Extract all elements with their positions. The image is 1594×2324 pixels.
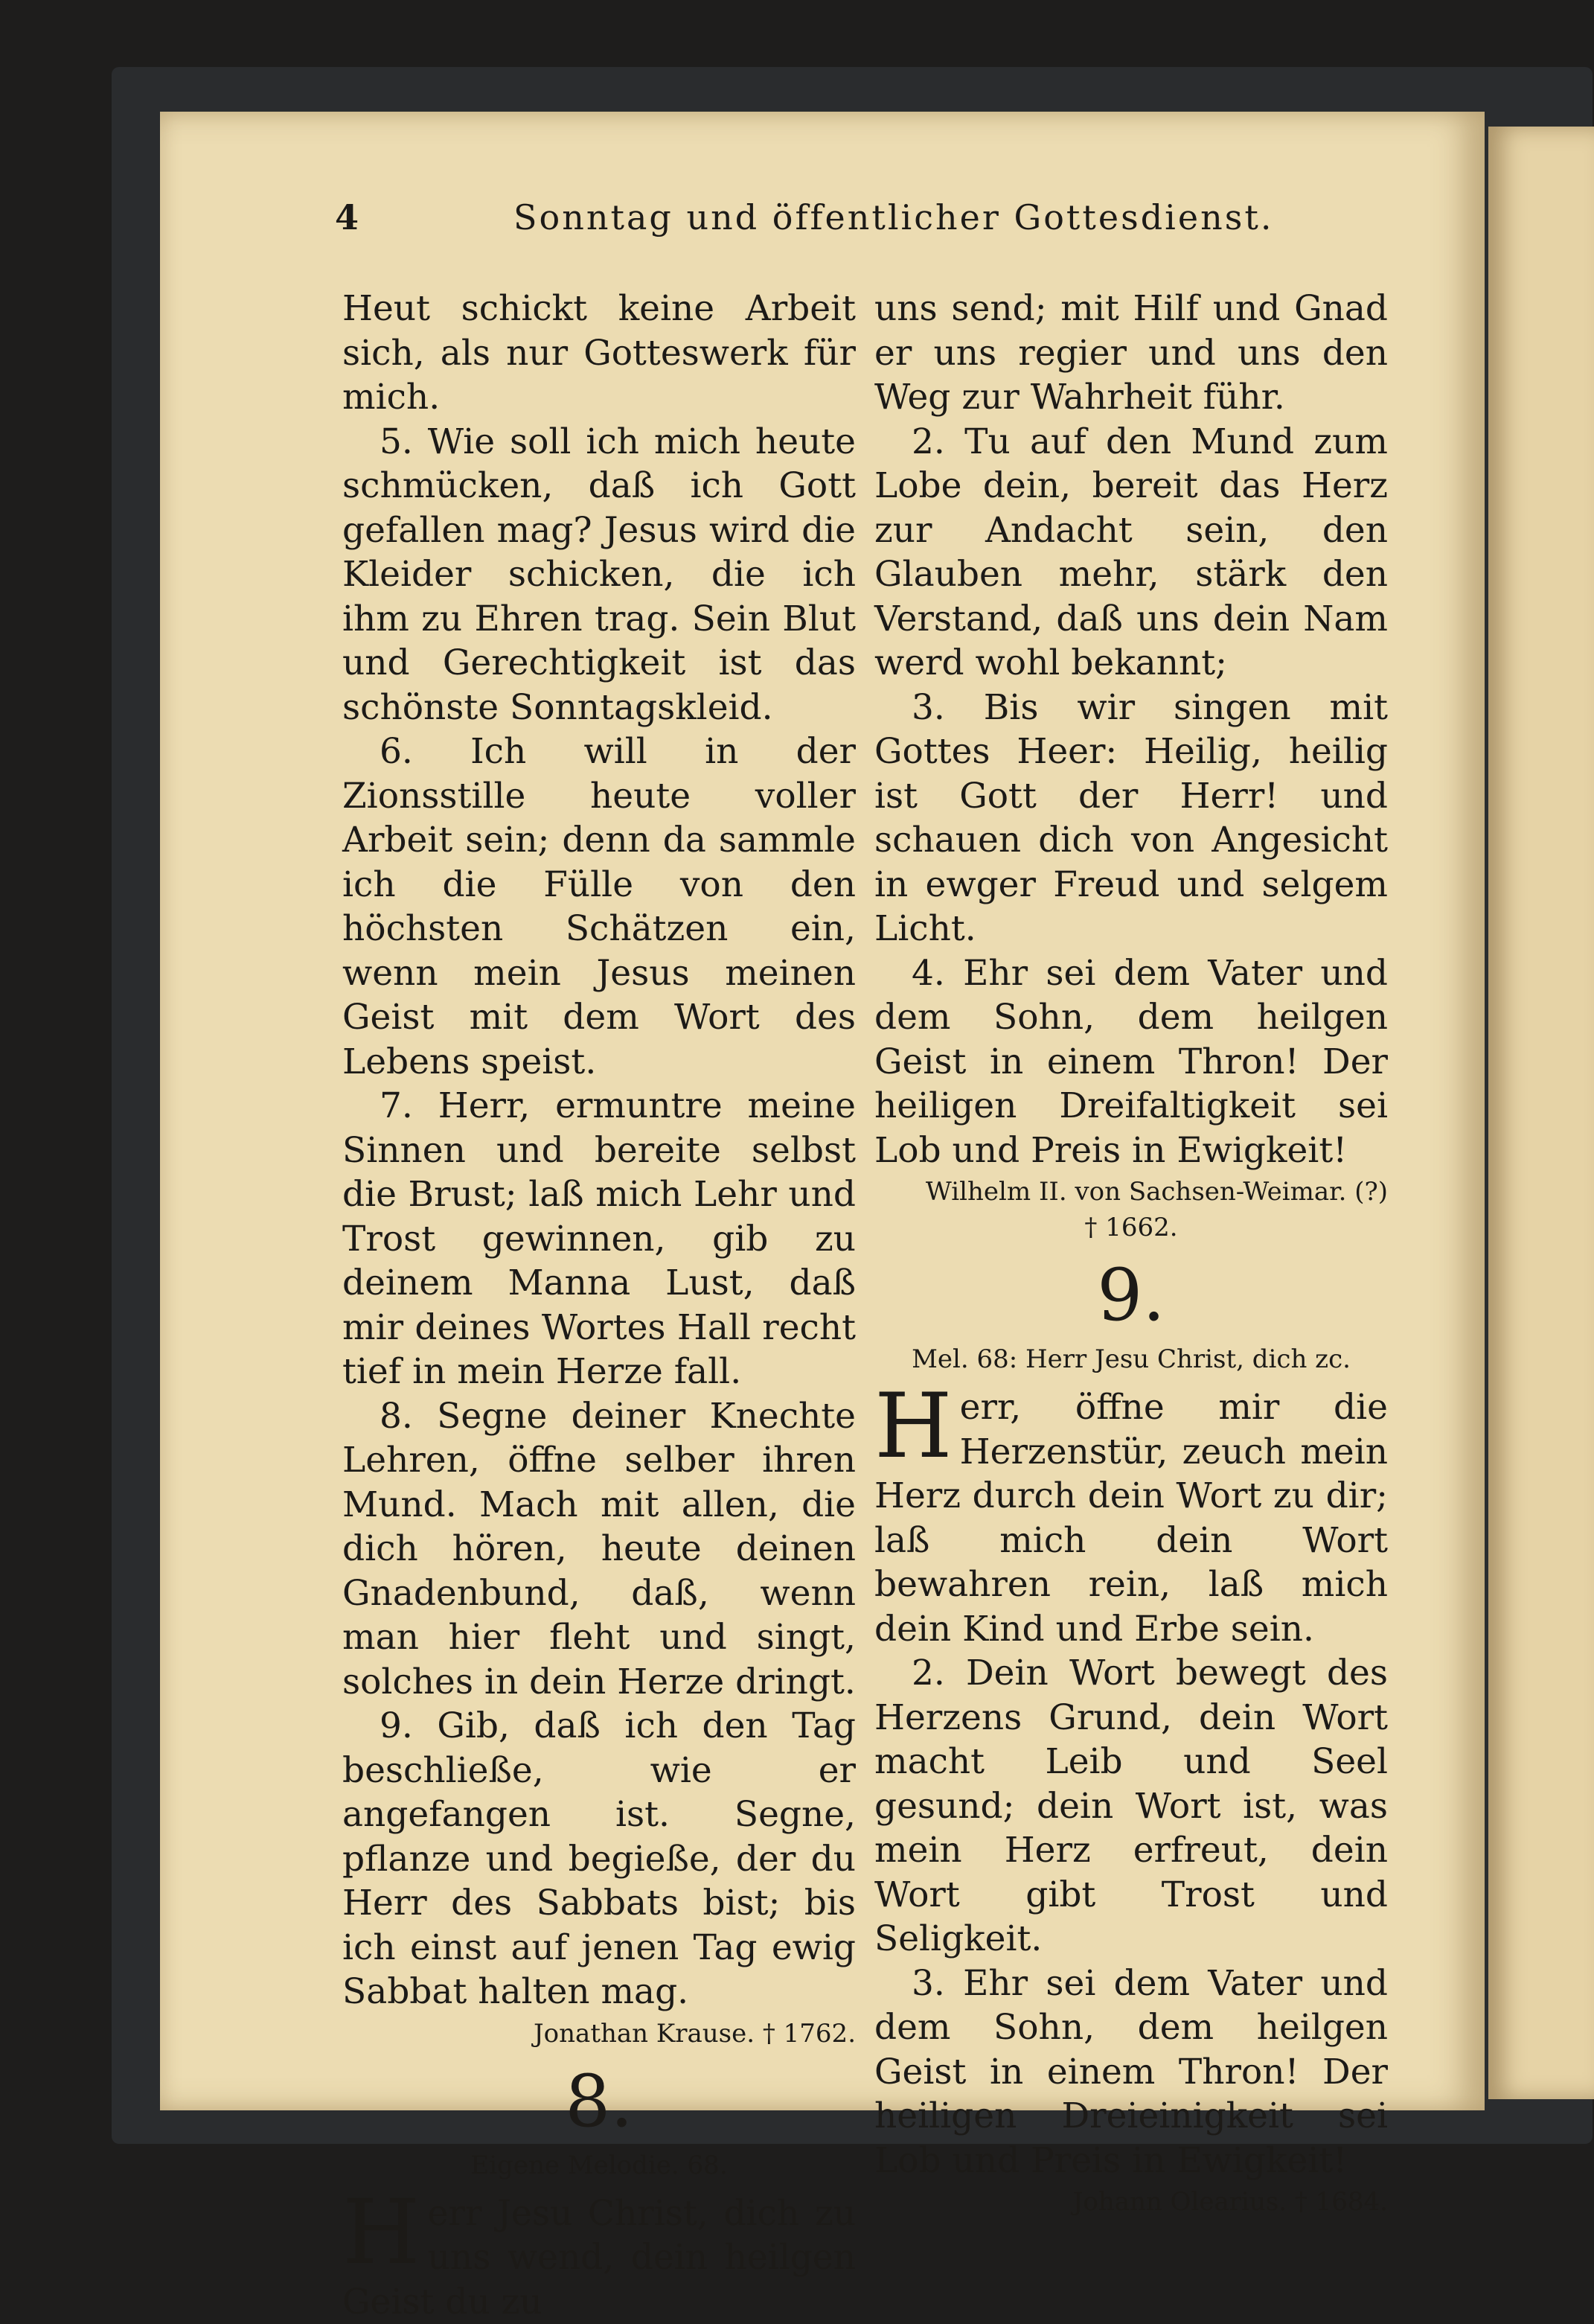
hymn-9-verse-3: 3. Ehr sei dem Vater und dem Sohn, dem heilgen Geist in einem Thron! Der heiligen Dreieinigkeit sei Lob und Preis in Ewigkeit! [874, 1961, 1388, 2183]
hymn-9-author: Johann Olearius. † 1684. [874, 2186, 1388, 2218]
hymn-9-verse-1-text: err, öffne mir die Herzenstür, zeuch mein Herz durch dein Wort zu dir; laß mich dein Wort bewahren rein, laß mich dein Kind und Erbe sein. [874, 1387, 1388, 1650]
hymn-number-9: 9. [874, 1254, 1388, 1336]
verse-5: 5. Wie soll ich mich heute schmücken, daß ich Gott gefallen mag? Jesus wird die Kleider schicken, die ich ihm zu Ehren trag. Sein Blut und Gerechtigkeit ist das schönste Sonntagskleid. [342, 420, 856, 730]
hymn-number-8: 8. [342, 2060, 856, 2142]
left-column [342, 287, 856, 2324]
hymn-9-melody: Mel. 68: Herr Jesu Christ, dich zc. [874, 1341, 1388, 1378]
hymn-8-dropcap: H [342, 2196, 420, 2270]
verse-intro-lines: Heut schickt keine Arbeit sich, als nur Gotteswerk für mich. [342, 287, 856, 420]
verse-9: 9. Gib, daß ich den Tag beschließe, wie er angefangen ist. Segne, pflanze und begieße, der du Herr des Sabbats bist; bis ich einst auf jenen Tag ewig Sabbat halten mag. [342, 1704, 856, 2014]
hymn-8-start-text: err Jesu Christ, dich zu uns wend, dein heilgen Geist du zu [342, 2193, 856, 2323]
hymn-8-author: Wilhelm II. von Sachsen-Weimar. (?) [874, 1175, 1388, 1208]
verse-7: 7. Herr, ermuntre meine Sinnen und bereite selbst die Brust; laß mich Lehr und Trost gewinnen, gib zu deinem Manna Lust, daß mir deines Wortes Hall recht tief in mein Herze fall. [342, 1084, 856, 1394]
hymn-8-continuation: uns send; mit Hilf und Gnad er uns regier und uns den Weg zur Wahrheit führ. [874, 287, 1388, 420]
hymn-8-verse-2: 2. Tu auf den Mund zum Lobe dein, bereit das Herz zur Andacht sein, den Glauben mehr, stärk den Verstand, daß uns dein Nam werd wohl bekannt; [874, 420, 1388, 686]
hymn-9-first-verse [874, 1385, 1388, 1651]
hymn-8-author-date: † 1662. [874, 1211, 1388, 1244]
running-title: Sonntag und öffentlicher Gottesdienst. [513, 197, 1273, 237]
hymn-8-melody: Eigene Melodie. 68. [342, 2147, 856, 2184]
hymn-8-first-verse [342, 2191, 856, 2324]
facing-page-edge [1488, 127, 1594, 2099]
hymn-9-verse-2: 2. Dein Wort bewegt des Herzens Grund, dein Wort macht Leib und Seel gesund; dein Wort ist, was mein Herz erfreut, dein Wort gibt Trost und Seligkeit. [874, 1651, 1388, 1961]
hymn-author: Jonathan Krause. † 1762. [342, 2017, 856, 2050]
hymn-9-dropcap: H [874, 1390, 953, 1464]
hymn-8-verse-4: 4. Ehr sei dem Vater und dem Sohn, dem heilgen Geist in einem Thron! Der heiligen Dreifaltigkeit sei Lob und Preis in Ewigkeit! [874, 951, 1388, 1173]
verse-6: 6. Ich will in der Zionsstille heute voller Arbeit sein; denn da sammle ich die Fülle von den höchsten Schätzen ein, wenn mein Jesus meinen Geist mit dem Wort des Lebens speist. [342, 730, 856, 1084]
right-column [874, 287, 1388, 2218]
hymn-8-verse-3: 3. Bis wir singen mit Gottes Heer: Heilig, heilig ist Gott der Herr! und schauen dich von Angesicht in ewger Freud und selgem Licht. [874, 686, 1388, 951]
page-number: 4 [335, 197, 361, 237]
verse-8: 8. Segne deiner Knechte Lehren, öffne selber ihren Mund. Mach mit allen, die dich hören, heute deinen Gnadenbund, daß, wenn man hier fleht und singt, solches in dein Herze dringt. [342, 1394, 856, 1705]
running-header [335, 197, 1339, 257]
